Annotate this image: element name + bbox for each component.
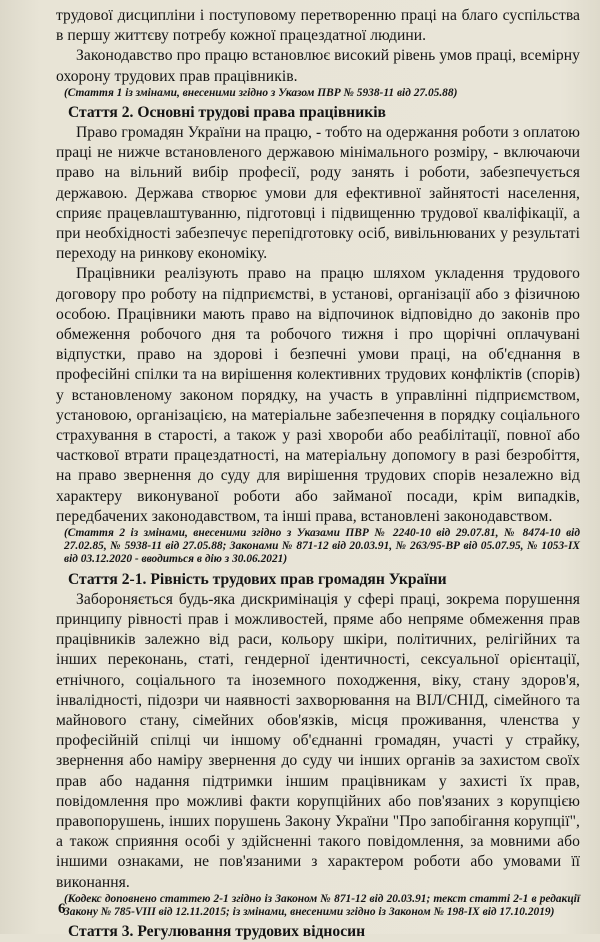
- paragraph-2: Законодавство про працю встановлює високий рівень умов праці, всемірну охорону трудових прав працівників.: [56, 47, 580, 85]
- amendment-note-1: (Стаття 1 із змінами, внесеними згідно з Указом ПВР № 5938-11 від 27.05.88): [64, 86, 458, 99]
- amendment-note-2: (Стаття 2 із змінами, внесеними згідно з Указами ПВР № 2240-10 від 29.07.81, № 8474-10 від 27.02.85, № 5938-11 від 27.05.88; Законами № 871-12 від 20.03.91, № 263/95-ВР від 05.07.95, № 1053-IX від 03.12.2020 - вводиться в дію з 30.06.2021): [64, 527, 580, 566]
- article-3-heading: Стаття 3. Регулювання трудових відносин: [68, 923, 366, 941]
- paragraph-1: трудової дисципліни і поступовому перетворенню праці на благо суспільства в першу життєву потребу кожної працездатної людини.: [56, 7, 580, 45]
- paragraph-3: Право громадян України на працю, - тобто на одержання роботи з оплатою праці не нижче встановленого державою мінімального розміру, - включаючи право на вільний вибір професії, роду занять і роботи, забезпечується державою. Держава створює умови для ефективної зайнятості населення, сприяє працевлаштуванню, підготовці і підвищенню трудової кваліфікації, а при необхідності забезпечує перепідготовку осіб, вивільнюваних у результаті переходу на ринкову економіку.: [56, 124, 580, 263]
- paragraph-4: Працівники реалізують право на працю шляхом укладення трудового договору про роботу на підприємстві, в установі, організації або з фізичною особою. Працівники мають право на відпочинок відповідно до законів про обмеження робочого дня та робочого тижня і про щорічні оплачувані відпустки, право на здорові і безпечні умови праці, на об'єднання в професійні спілки та на вирішення колективних трудових конфліктів (спорів) у встановленому законом порядку, на участь в управлінні підприємством, установою, організацією, на матеріальне забезпечення в порядку соціального страхування в старості, а також у разі хвороби або реабілітації, повної або часткової втрати працездатності, на матеріальну допомогу в разі безробіття, на право звернення до суду для вирішення трудових спорів незалежно від характеру виконуваної роботи або займаної посади, крім випадків, передбачених законодавством, та інші права, встановлені законодавством.: [56, 265, 580, 525]
- article-2-1-heading: Стаття 2-1. Рівність трудових прав громадян України: [68, 570, 447, 588]
- paragraph-5: Забороняється будь-яка дискримінація у сфері праці, зокрема порушення принципу рівності прав і можливостей, пряме або непряме обмеження прав працівників залежно від раси, кольору шкіри, політичних, релігійних та інших переконань, статі, гендерної ідентичності, сексуальної орієнтації, етнічного, соціального та іноземного походження, віку, стану здоров'я, інвалідності, підозри чи наявності захворювання на ВІЛ/СНІД, сімейного та майнового стану, сімейних обов'язків, місця проживання, членства у професійній спілці чи іншому об'єднанні громадян, участі у страйку, звернення або наміру звернення до суду чи інших органів за захистом своїх прав або надання підтримки іншим працівникам у захисті їх прав, повідомлення про можливі факти корупційних або пов'язаних з корупцією правопорушень, інших порушень Закону України "Про запобігання корупції", а також сприяння особі у здійсненні такого повідомлення, за мовними або іншими ознаками, не пов'язаними з характером роботи або умовами її виконання.: [56, 590, 580, 891]
- amendment-note-3: (Кодекс доповнено статтею 2-1 згідно із Законом № 871-12 від 20.03.91; текст статті 2-1 в редакції Закону № 785-VIII від 12.11.2015; із змінами, внесеними згідно із Законом № 198-IX від 17.10.2019): [64, 892, 580, 918]
- article-2-heading: Стаття 2. Основні трудові права працівників: [68, 104, 386, 122]
- page-number: 6: [58, 901, 66, 917]
